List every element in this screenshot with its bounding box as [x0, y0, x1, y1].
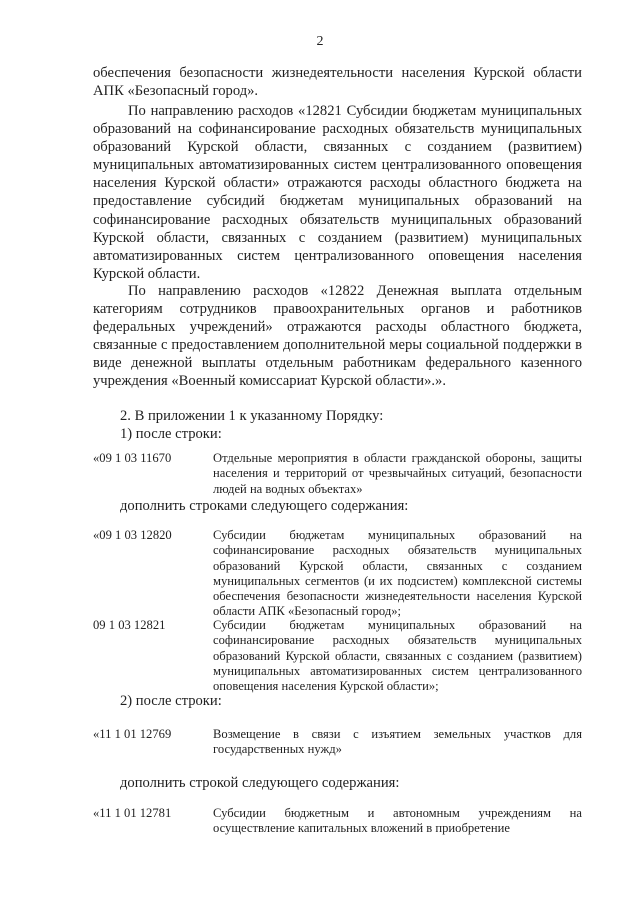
paragraph-12821: По направлению расходов «12821 Субсидии бюджетам муниципальных образований на софинансирование расходных обязательств муниципальных образований Курской области, связанных с созданием (развитием) муниципальных автоматизированных систем централизованного оповещения населения Курской области» отражаются расходы областного бюджета на предоставление субсидий бюджетам муниципальных образований на софинансирование расходных обязательств муниципальных образований Курской области, связанных с созданием (развитием) муниципальных автоматизированных систем централизованного оповещения населения Курской области. [93, 103, 582, 282]
after-line-item-1: 1) после строки: [120, 426, 222, 442]
row-code: «11 1 01 12769 [93, 727, 172, 741]
row-code: «09 1 03 11670 [93, 451, 172, 465]
paragraph-12822: По направлению расходов «12822 Денежная выплата отдельным категориям сотрудников правоохранительных органов и работников федеральных учреждений» отражаются расходы областного бюджета, связанные с предоставлением дополнительной меры социальной поддержки в виде денежной выплаты отдельным работникам федерального казенного учреждения «Военный комиссариат Курской области».». [93, 283, 582, 390]
row-code: 09 1 03 12821 [93, 618, 166, 632]
row-description: Отдельные мероприятия в области гражданской обороны, защиты населения и территорий от чрезвычайных ситуаций, безопасности людей на водных объектах» [213, 451, 582, 496]
add-row-instruction: дополнить строкой следующего содержания: [120, 775, 400, 791]
row-code: «11 1 01 12781 [93, 806, 172, 820]
row-description: Субсидии бюджетам муниципальных образований на софинансирование расходных обязательств муниципальных образований Курской области, связанных с созданием муниципальных сегментов (и их подсистем) комплексной системы обеспечения безопасности жизнедеятельности населения Курской области АПК «Безопасный город»; [213, 528, 582, 619]
appendix-item: 2. В приложении 1 к указанному Порядку: [120, 408, 384, 424]
after-line-item-2: 2) после строки: [120, 693, 222, 709]
row-description: Субсидии бюджетам муниципальных образований на софинансирование расходных обязательств муниципальных образований Курской области, связанных с созданием (развитием) муниципальных автоматизированных систем централизованного оповещения населения Курской области»; [213, 618, 582, 694]
row-description: Субсидии бюджетным и автономным учреждениям на осуществление капитальных вложений в приобретение [213, 806, 582, 836]
page-number: 2 [316, 34, 324, 49]
row-code: «09 1 03 12820 [93, 528, 172, 542]
paragraph-continuation: обеспечения безопасности жизнедеятельности населения Курской области АПК «Безопасный город». [93, 65, 582, 100]
add-rows-instruction: дополнить строками следующего содержания: [120, 498, 409, 514]
row-description: Возмещение в связи с изъятием земельных участков для государственных нужд» [213, 727, 582, 757]
